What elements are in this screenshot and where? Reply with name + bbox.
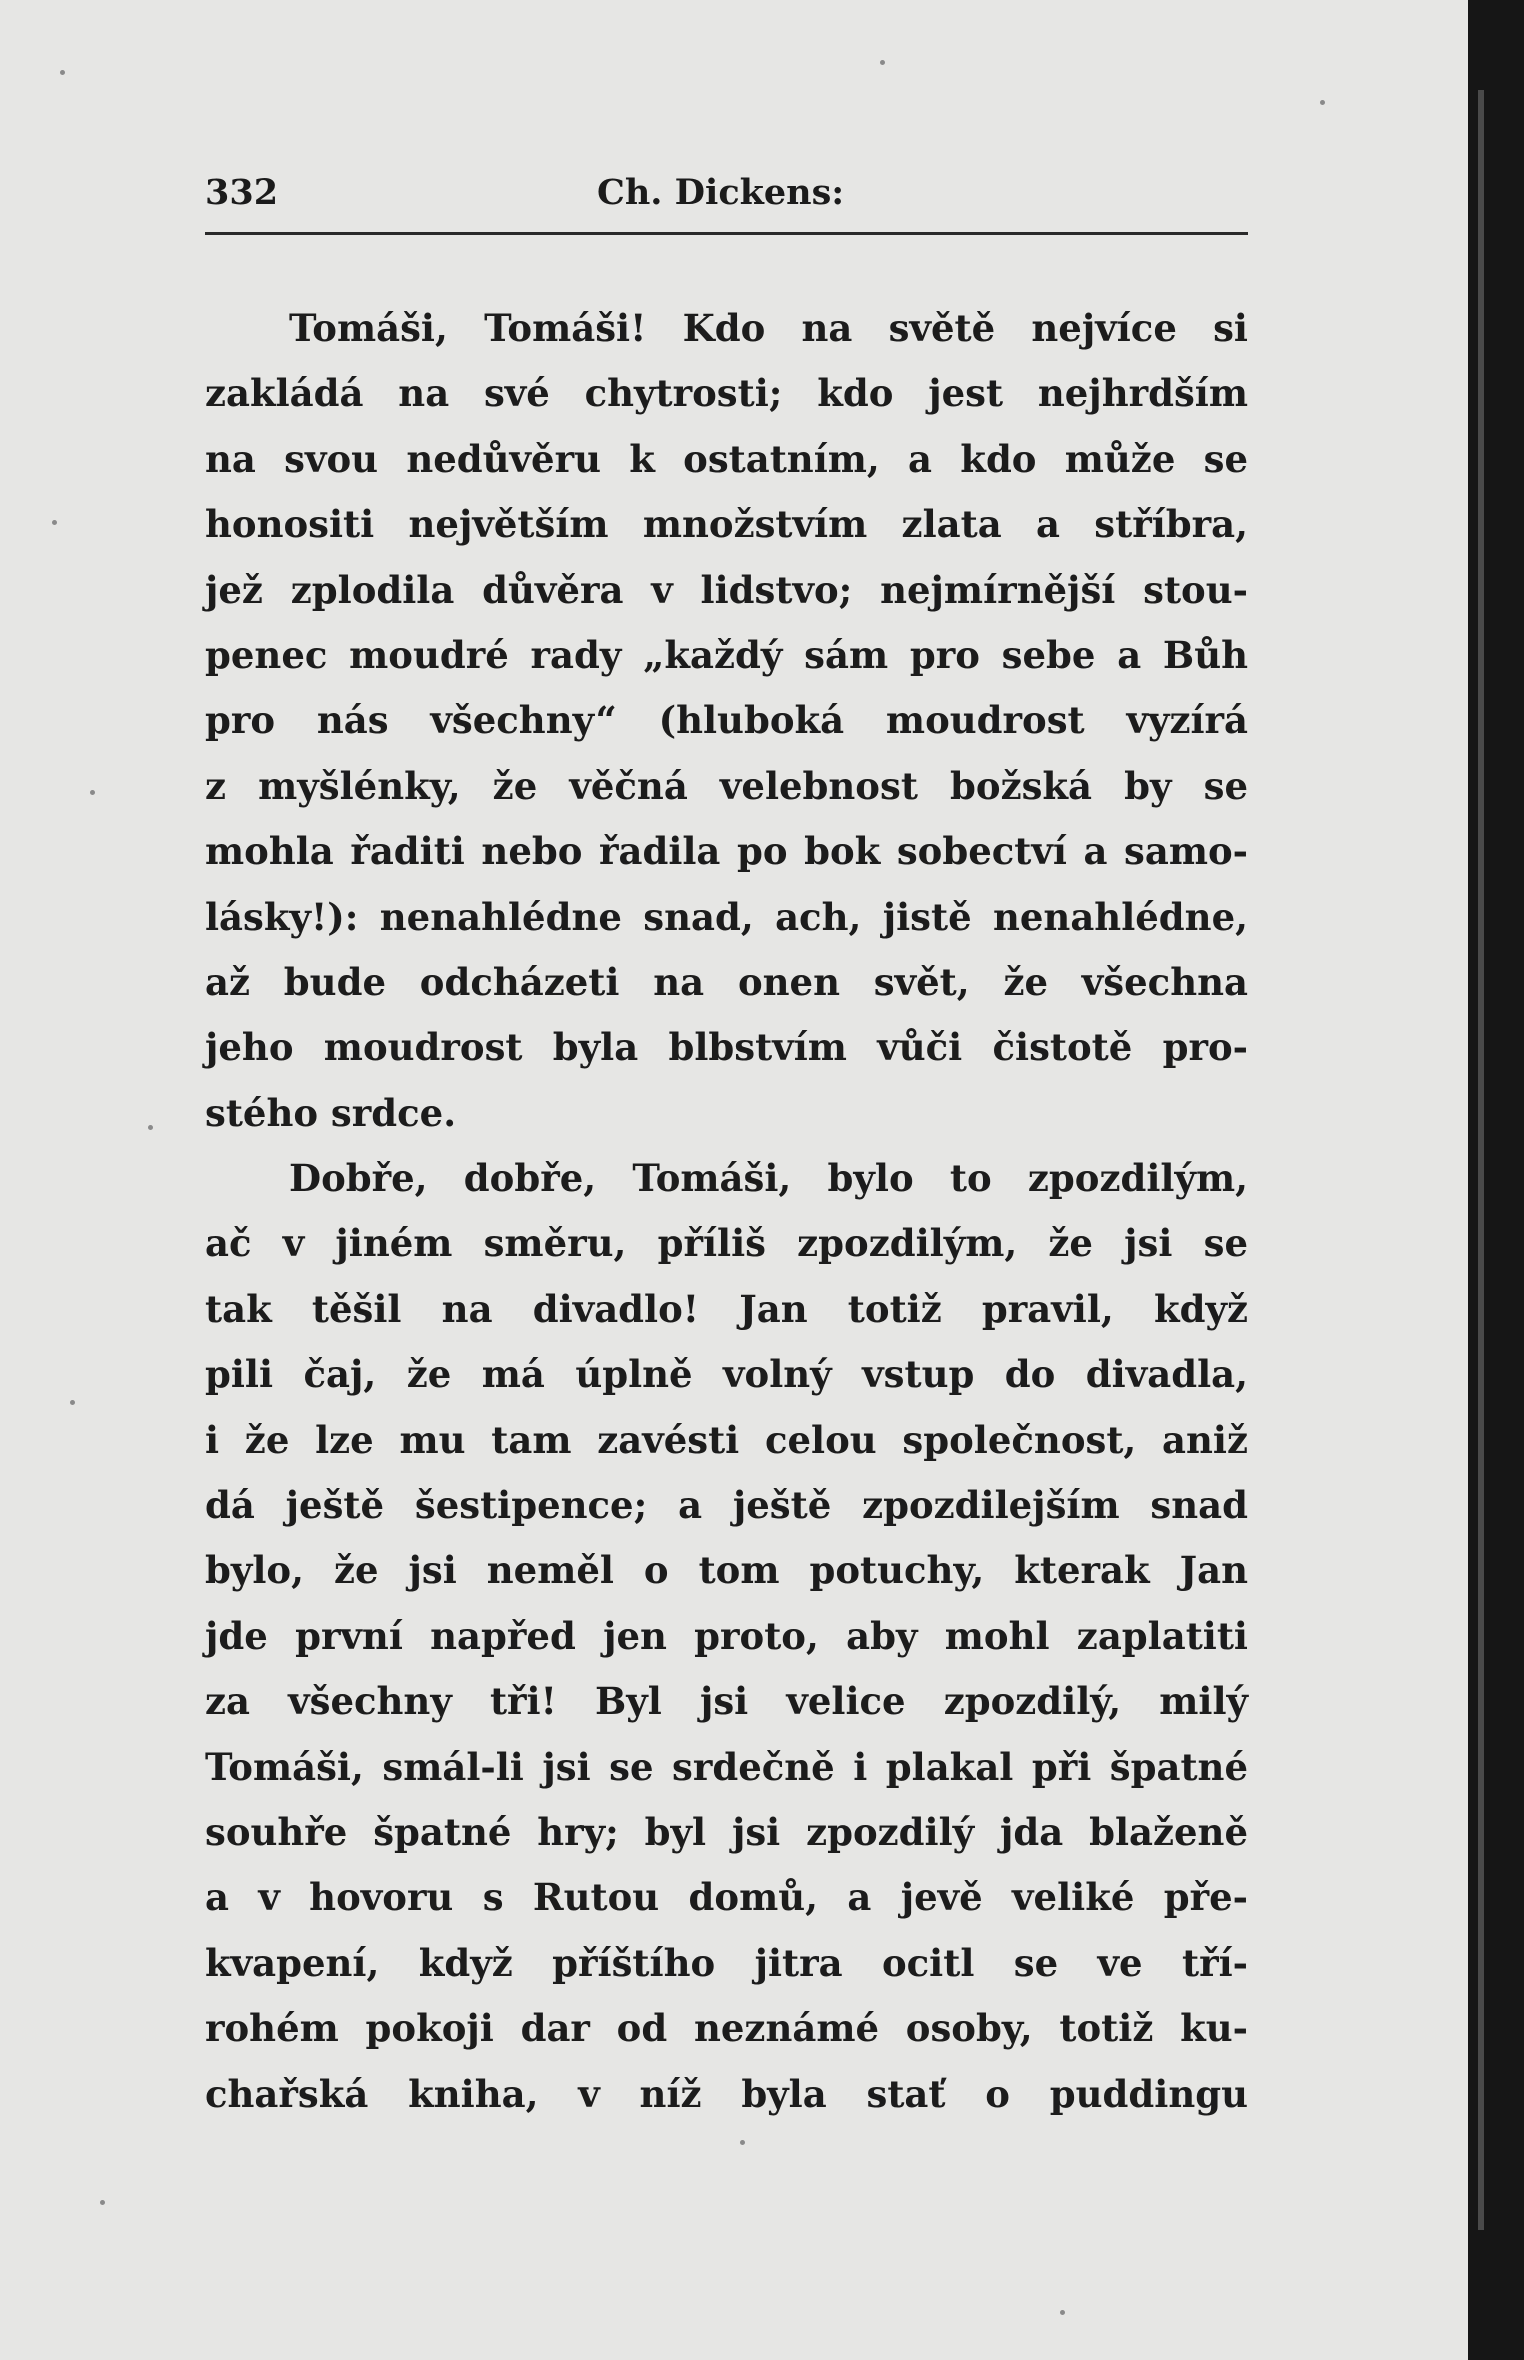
page-header: [205, 172, 1248, 232]
text-line: rohém pokoji dar od neznámé osoby, totiž ku-: [205, 2006, 1248, 2051]
gutter-edge: [1478, 90, 1484, 2230]
speck: [1060, 2310, 1065, 2315]
speck: [148, 1125, 153, 1130]
text-line: tak těšil na divadlo! Jan totiž pravil, když: [205, 1286, 1248, 1331]
book-gutter: [1468, 0, 1524, 2360]
text-line: penec moudré rady „každý sám pro sebe a Bůh: [205, 632, 1248, 677]
text-line: zakládá na své chytrosti; kdo jest nejhrdším: [205, 371, 1248, 416]
speck: [740, 2140, 745, 2145]
text-line: a v hovoru s Rutou domů, a jevě veliké pře-: [205, 1875, 1248, 1920]
speck: [880, 60, 885, 65]
text-line: jeho moudrost byla blbstvím vůči čistotě pro-: [205, 1025, 1248, 1070]
text-line: Tomáši, smál-li jsi se srdečně i plakal při špatné: [205, 1744, 1248, 1789]
text-line: pro nás všechny“ (hluboká moudrost vyzírá: [205, 698, 1248, 743]
speck: [70, 1400, 75, 1405]
text-line: kvapení, když příštího jitra ocitl se ve tří-: [205, 1940, 1248, 1985]
text-line: stého srdce.: [205, 1090, 457, 1135]
speck: [1320, 100, 1325, 105]
paragraph-1: [205, 296, 1248, 1146]
header-rule: [205, 232, 1248, 235]
body-text: [205, 296, 1248, 2127]
text-line: ač v jiném směru, příliš zpozdilým, že jsi se: [205, 1221, 1248, 1266]
text-line: až bude odcházeti na onen svět, že všechna: [205, 959, 1248, 1004]
speck: [60, 70, 65, 75]
text-line: mohla řaditi nebo řadila po bok sobectví a samo-: [205, 829, 1248, 874]
text-line: pili čaj, že má úplně volný vstup do divadla,: [205, 1352, 1248, 1397]
text-line: jež zplodila důvěra v lidstvo; nejmírnější stou-: [205, 567, 1248, 612]
text-line: jde první napřed jen proto, aby mohl zaplatiti: [205, 1613, 1248, 1658]
speck: [52, 520, 57, 525]
speck: [100, 2200, 105, 2205]
page-number: 332: [205, 172, 279, 213]
text-line: Tomáši, Tomáši! Kdo na světě nejvíce si: [289, 306, 1248, 350]
text-line: Dobře, dobře, Tomáši, bylo to zpozdilým,: [289, 1156, 1248, 1201]
text-line: lásky!): nenahlédne snad, ach, jistě nenahlédne,: [205, 894, 1248, 939]
text-line: i že lze mu tam zavésti celou společnost, aniž: [205, 1417, 1248, 1462]
text-line: souhře špatné hry; byl jsi zpozdilý jda blaženě: [205, 1809, 1248, 1854]
text-line: chařská kniha, v níž byla stať o puddingu: [205, 2071, 1248, 2116]
text-line: honositi největším množstvím zlata a stříbra,: [205, 502, 1248, 547]
text-line: dá ještě šestipence; a ještě zpozdilejším snad: [205, 1483, 1248, 1528]
running-head: Ch. Dickens:: [597, 172, 845, 213]
text-line: z myšlénky, že věčná velebnost božská by se: [205, 763, 1248, 808]
paragraph-2: [205, 1146, 1248, 2127]
text-line: za všechny tři! Byl jsi velice zpozdilý, milý: [205, 1679, 1248, 1724]
text-line: na svou nedůvěru k ostatním, a kdo může se: [205, 436, 1248, 481]
text-line: bylo, že jsi neměl o tom potuchy, kterak Jan: [205, 1548, 1248, 1593]
speck: [90, 790, 95, 795]
